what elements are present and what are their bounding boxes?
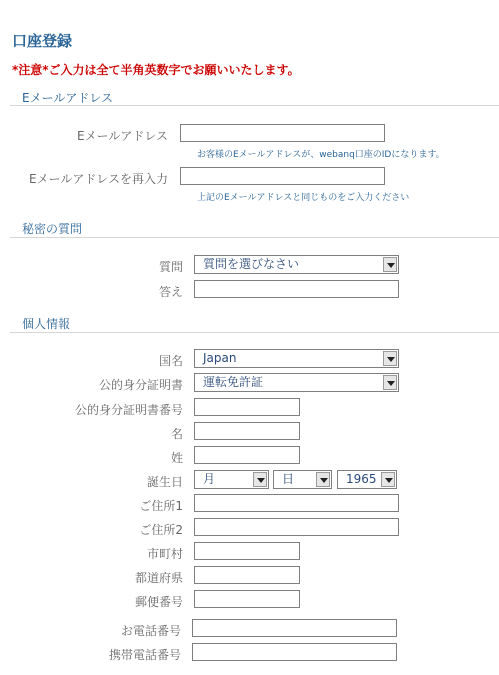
first-name-label: 名	[170, 427, 183, 441]
input-notice: *注意*ご入力は全て半角英数字でお願いいたします。	[12, 63, 300, 77]
chevron-down-icon	[383, 257, 397, 272]
country-select[interactable]	[194, 349, 399, 368]
section-heading-personal: 個人情報	[22, 317, 71, 331]
first-name-field[interactable]	[194, 422, 300, 440]
address2-label: ご住所2	[139, 523, 183, 537]
address1-field[interactable]	[194, 494, 399, 512]
birthdate-label: 誕生日	[146, 475, 183, 489]
question-select[interactable]	[194, 255, 399, 274]
answer-field[interactable]	[194, 280, 399, 298]
section-heading-email: Eメールアドレス	[22, 91, 113, 105]
city-label: 市町村	[146, 547, 183, 561]
id-type-select[interactable]	[194, 373, 399, 392]
email-label: Eメールアドレス	[77, 129, 168, 143]
postal-code-label: 郵便番号	[134, 595, 183, 609]
email-field[interactable]	[180, 124, 385, 142]
id-type-label: 公的身分証明書	[98, 378, 183, 392]
email-confirm-field[interactable]	[180, 167, 385, 185]
chevron-down-icon	[253, 472, 267, 487]
chevron-down-icon	[316, 472, 330, 487]
prefecture-label: 都道府県	[134, 571, 183, 585]
phone-field[interactable]	[192, 619, 397, 637]
country-select-value: Japan	[203, 351, 237, 365]
email-confirm-label: Eメールアドレスを再入力	[29, 172, 168, 186]
question-select-value: 質問を選びなさい	[203, 257, 300, 271]
mobile-phone-label: 携帯電話番号	[108, 648, 181, 662]
birth-year-value: 1965	[346, 472, 377, 486]
mobile-phone-field[interactable]	[192, 643, 397, 661]
chevron-down-icon	[381, 472, 395, 487]
email-confirm-hint: 上記のEメールアドレスと同じものをご入力ください	[197, 193, 410, 203]
id-type-select-value: 運転免許証	[203, 375, 264, 389]
birth-month-select[interactable]	[194, 470, 269, 489]
address2-field[interactable]	[194, 518, 399, 536]
birth-month-value: 月	[203, 472, 216, 486]
id-number-field[interactable]	[194, 398, 300, 416]
chevron-down-icon	[383, 375, 397, 390]
email-hint: お客様のEメールアドレスが、webanq口座のIDになります。	[197, 150, 445, 160]
postal-code-field[interactable]	[194, 590, 300, 608]
id-number-label: 公的身分証明書番号	[74, 403, 183, 417]
city-field[interactable]	[194, 542, 300, 560]
prefecture-field[interactable]	[194, 566, 300, 584]
section-heading-secret: 秘密の質問	[22, 222, 83, 236]
last-name-label: 姓	[170, 451, 183, 465]
page-title: 口座登録	[12, 32, 73, 50]
last-name-field[interactable]	[194, 446, 300, 464]
phone-label: お電話番号	[120, 624, 181, 638]
country-label: 国名	[158, 354, 183, 368]
answer-label: 答え	[158, 285, 183, 299]
section-divider	[10, 105, 499, 106]
birth-year-select[interactable]	[337, 470, 397, 489]
birth-day-value: 日	[282, 472, 295, 486]
section-divider	[10, 237, 499, 238]
address1-label: ご住所1	[139, 499, 183, 513]
chevron-down-icon	[383, 351, 397, 366]
question-label: 質問	[158, 260, 183, 274]
birth-day-select[interactable]	[273, 470, 332, 489]
section-divider	[10, 332, 499, 333]
